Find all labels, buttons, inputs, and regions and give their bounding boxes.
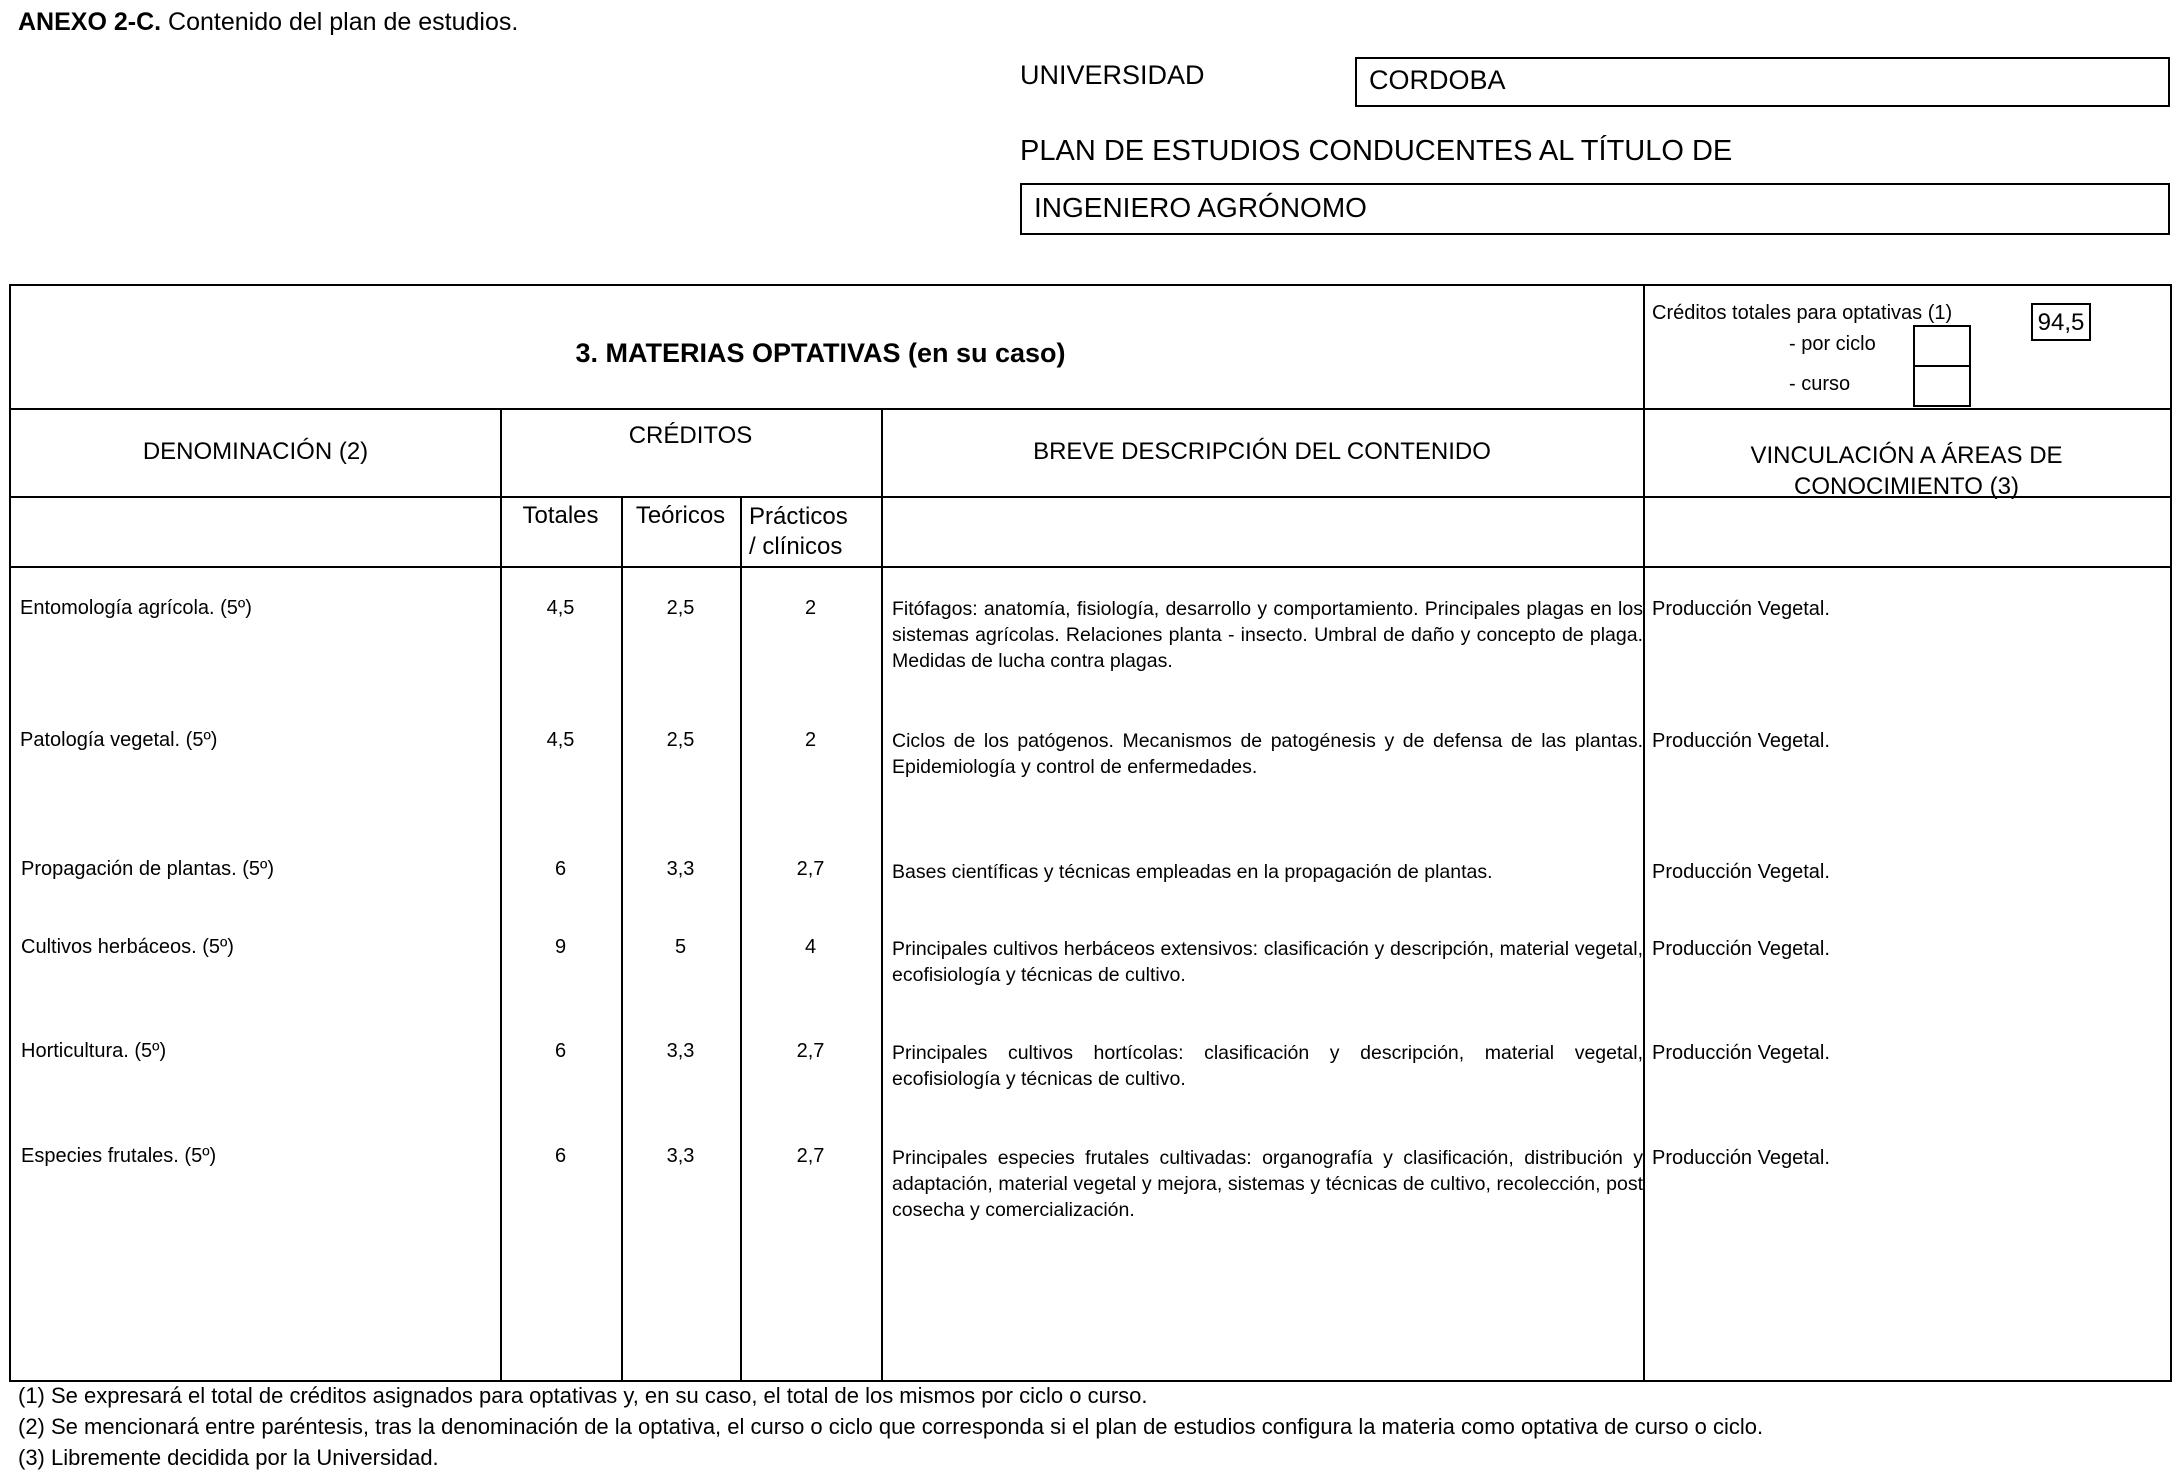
row-totales: 6 [554,1145,567,1167]
footnote-2: (2) Se mencionará entre paréntesis, tras la denominación de la optativa, el curso o ciclo que corresponda si el plan de estudios configura la materia como optativa de curso o ciclo. [18,1414,1764,1439]
col-creditos: CRÉDITOS [628,422,753,449]
row-area: Producción Vegetal. [1652,598,1830,620]
col-descripcion: BREVE DESCRIPCIÓN DEL CONTENIDO [1033,438,1491,465]
row-area: Producción Vegetal. [1652,1147,1830,1169]
university-value-box: CORDOBA [1355,57,2170,107]
per-cycle-label: - por ciclo [1789,333,1876,355]
degree-title-box: INGENIERO AGRÓNOMO [1020,183,2170,235]
row-teoricos: 2,5 [666,597,695,619]
row-description: Principales cultivos hortícolas: clasificación y descripción, material vegetal, ecofisiología y técnicas de cultivo. [892,1042,1643,1090]
section-title: 3. MATERIAS OPTATIVAS (en su caso) [575,338,1066,368]
row-name: Horticultura. (5º) [21,1040,167,1062]
col-denominacion: DENOMINACIÓN (2) [142,438,369,465]
row-totales: 6 [554,1040,567,1062]
row-teoricos: 2,5 [666,729,695,751]
row-practicos: 2,7 [796,858,825,880]
col-practicos: Prácticos / clínicos [749,503,848,560]
col-totales: Totales [522,502,599,529]
col-teoricos: Teóricos [635,502,726,529]
row-practicos: 2 [804,729,817,751]
footnote-3: (3) Libremente decidida por la Universidad. [18,1445,439,1470]
row-practicos: 4 [804,936,817,958]
row-name: Patología vegetal. (5º) [20,729,218,751]
rule-col-4 [881,408,883,1380]
university-label: UNIVERSIDAD [1020,60,1205,90]
credits-total-label: Créditos totales para optativas (1) [1652,302,1953,324]
rule-header-bottom [11,408,2170,410]
row-name: Especies frutales. (5º) [21,1145,217,1167]
row-teoricos: 3,3 [666,1145,695,1167]
rule-subheader-bottom [11,566,2170,568]
annex-heading: ANEXO 2-C. Contenido del plan de estudios. [18,8,519,36]
col-vinculacion: VINCULACIÓN A ÁREAS DE CONOCIMIENTO (3) [1750,442,2063,500]
row-description: Ciclos de los patógenos. Mecanismos de patogénesis y de defensa de las plantas. Epidemiología y control de enfermedades. [892,730,1643,778]
row-practicos: 2,7 [796,1040,825,1062]
row-practicos: 2,7 [796,1145,825,1167]
row-teoricos: 5 [674,936,687,958]
row-area: Producción Vegetal. [1652,861,1830,883]
footnotes [18,1380,1763,1473]
row-totales: 6 [554,858,567,880]
credits-total-value: 94,5 [2031,303,2091,341]
plan-label: PLAN DE ESTUDIOS CONDUCENTES AL TÍTULO DE [1020,135,1733,167]
rule-col-1 [500,408,502,1380]
per-course-label: - curso [1789,373,1851,395]
row-totales: 9 [554,936,567,958]
row-description: Principales especies frutales cultivadas: organografía y clasificación, distribución y adaptación, material vegetal y mejora, sistemas y técnicas de cultivo, recolección, post cosecha y comercialización. [892,1147,1643,1221]
row-teoricos: 3,3 [666,858,695,880]
row-teoricos: 3,3 [666,1040,695,1062]
per-course-box [1913,365,1971,407]
row-description: Fitófagos: anatomía, fisiología, desarrollo y comportamiento. Principales plagas en los sistemas agrícolas. Relaciones planta - insecto. Umbral de daño y concepto de plaga. Medidas de lucha contra plagas. [892,598,1643,672]
row-description: Principales cultivos herbáceos extensivos: clasificación y descripción, material vegetal, ecofisiología y técnicas de cultivo. [892,938,1643,986]
row-name: Cultivos herbáceos. (5º) [21,936,234,958]
row-totales: 4,5 [546,729,575,751]
optional-subjects-table [9,284,2172,1382]
row-area: Producción Vegetal. [1652,938,1830,960]
row-practicos: 2 [804,597,817,619]
row-name: Entomología agrícola. (5º) [20,597,252,619]
per-cycle-box [1913,325,1971,367]
row-name: Propagación de plantas. (5º) [21,858,275,880]
row-area: Producción Vegetal. [1652,1042,1830,1064]
row-totales: 4,5 [546,597,575,619]
row-description: Bases científicas y técnicas empleadas en la propagación de plantas. [892,861,1493,883]
footnote-1: (1) Se expresará el total de créditos asignados para optativas y, en su caso, el total de los mismos por ciclo o curso. [18,1383,1148,1408]
row-area: Producción Vegetal. [1652,730,1830,752]
